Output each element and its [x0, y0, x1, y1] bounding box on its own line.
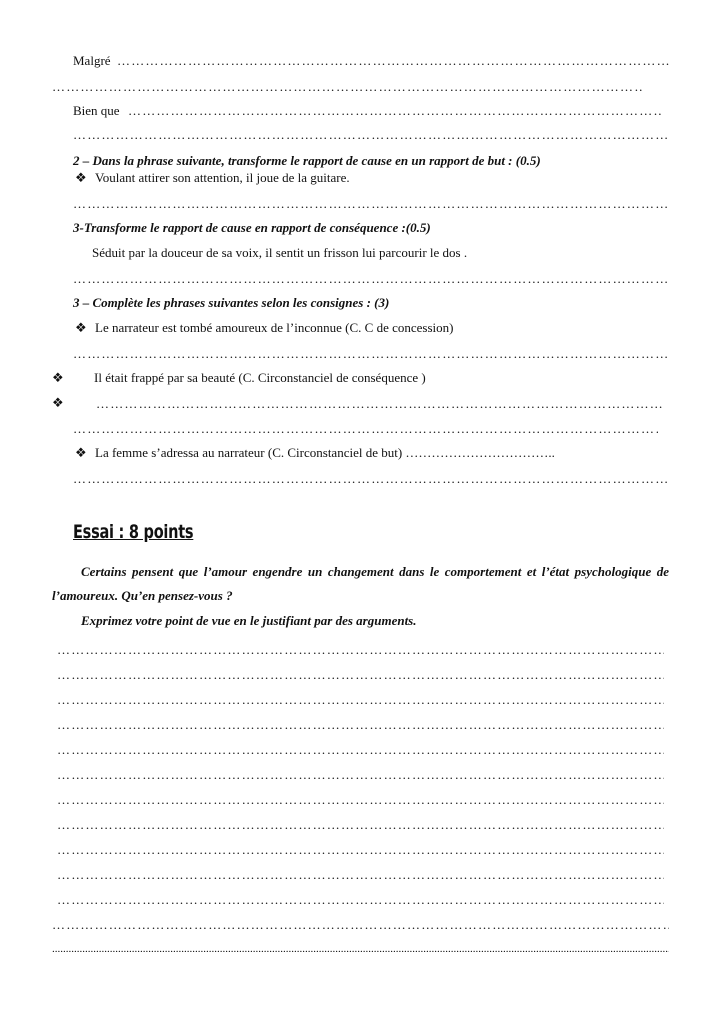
bullet-icon: ❖ — [75, 170, 87, 185]
essay-instruction: Exprimez votre point de vue en le justifiant par des arguments. — [81, 613, 417, 628]
essay-line[interactable] — [57, 843, 664, 857]
essay-line[interactable] — [52, 942, 669, 956]
answer-line[interactable] — [73, 197, 669, 211]
sentence-consequence: ❖ Il était frappé par sa beauté (C. Circonstanciel de conséquence ) — [52, 370, 426, 385]
question-2-sentence: ❖ Voulant attirer son attention, il joue de la guitare. — [75, 170, 350, 185]
essay-line[interactable] — [57, 868, 664, 882]
bullet-icon: ❖ — [75, 320, 87, 335]
sentence-but: ❖ La femme s’adressa au narrateur (C. Circonstanciel de but) …………………………….. — [75, 445, 555, 460]
malgre-label: Malgré — [73, 53, 111, 68]
essay-line[interactable] — [57, 793, 664, 807]
essay-line[interactable] — [57, 743, 664, 757]
bullet-icon: ❖ — [75, 445, 87, 460]
answer-line[interactable] — [52, 80, 642, 94]
essay-line[interactable] — [57, 693, 664, 707]
sentence-concession: ❖ Le narrateur est tombé amoureux de l’inconnue (C. C de concession) — [75, 320, 454, 335]
essay-line[interactable] — [57, 768, 664, 782]
question-2: 2 – Dans la phrase suivante, transforme le rapport de cause en un rapport de but : (0.5) — [73, 153, 541, 168]
answer-line[interactable] — [96, 397, 662, 411]
essay-line[interactable] — [57, 718, 664, 732]
essay-line[interactable] — [57, 893, 664, 907]
answer-line[interactable] — [117, 54, 669, 68]
answer-line[interactable] — [73, 272, 669, 286]
answer-line[interactable] — [73, 128, 669, 142]
essay-line[interactable] — [57, 643, 664, 657]
answer-line[interactable] — [73, 347, 669, 361]
question-3a-sentence: Séduit par la douceur de sa voix, il sentit un frisson lui parcourir le dos . — [92, 245, 468, 260]
answer-line[interactable] — [128, 104, 661, 118]
essay-line[interactable] — [52, 918, 669, 932]
essay-title: Essai : 8 points — [73, 521, 194, 543]
bien-que-label: Bien que — [73, 103, 120, 118]
bullet-icon: ❖ — [52, 370, 64, 385]
essay-line[interactable] — [57, 818, 664, 832]
answer-line[interactable] — [73, 422, 658, 436]
bien-que-line — [73, 103, 120, 119]
bullet-icon: ❖ — [52, 395, 64, 410]
bullet-line — [52, 395, 72, 411]
essay-prompt: Certains pensent que l’amour engendre un changement dans le comportement et l’état psychologique de l’amoureux. Qu’en pensez-vous ? — [52, 564, 669, 603]
essay-line[interactable] — [57, 668, 664, 682]
question-3a: 3-Transforme le rapport de cause en rapport de conséquence :(0.5) — [73, 220, 431, 235]
question-3b: 3 – Complète les phrases suivantes selon les consignes : (3) — [73, 295, 390, 310]
answer-line[interactable] — [73, 472, 669, 486]
